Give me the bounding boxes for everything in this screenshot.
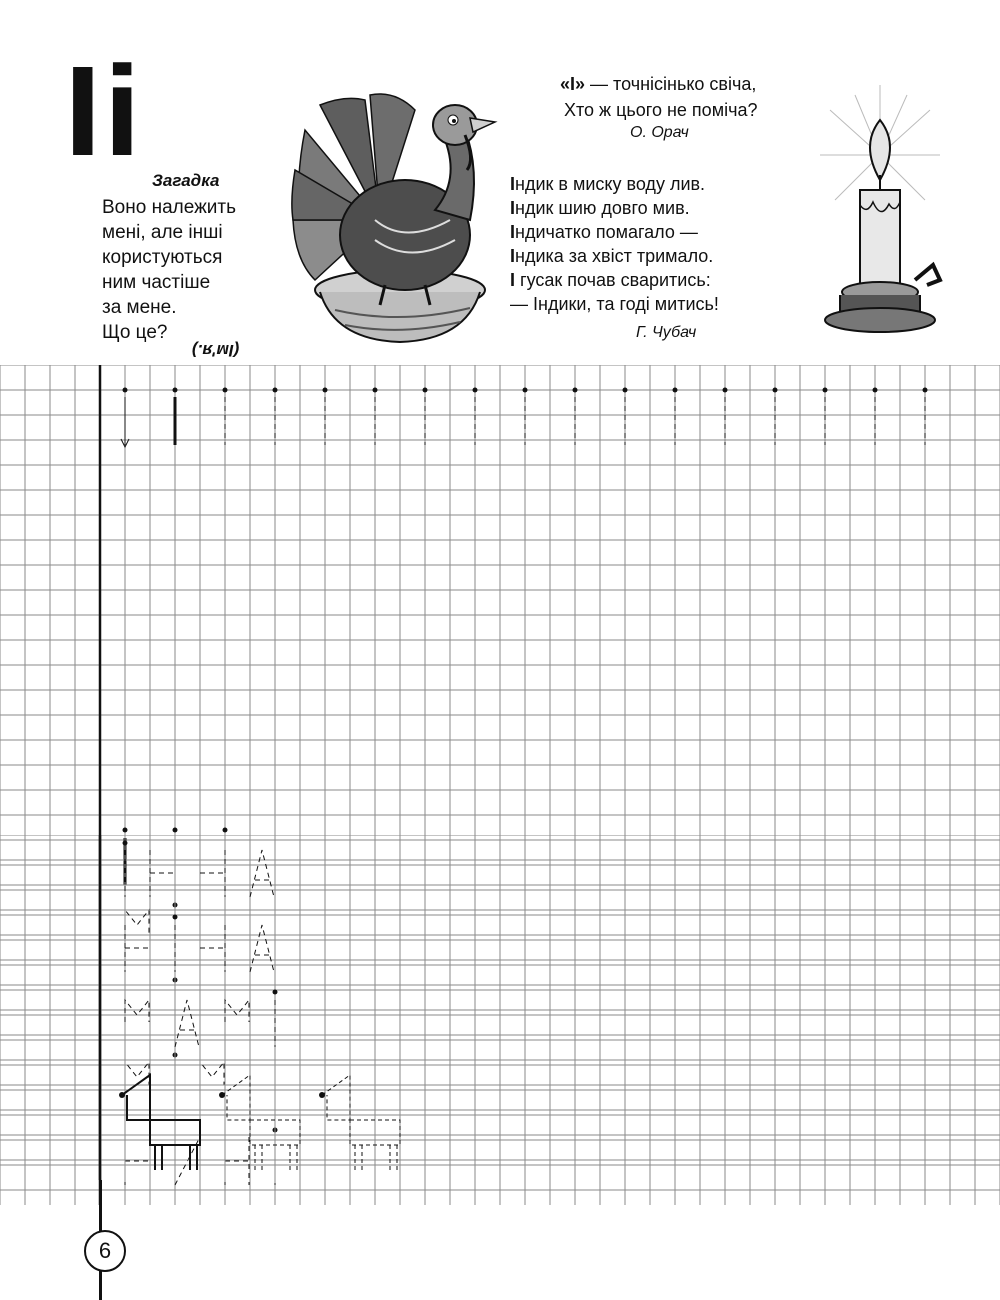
start-dot	[773, 388, 778, 393]
poem2-line: — Індики, та годі митись!	[510, 294, 719, 314]
poem2-highlight-letter: І	[510, 222, 516, 242]
poem2-line	[510, 244, 713, 268]
riddle-line: Воно належить	[102, 197, 237, 218]
start-dot	[873, 388, 878, 393]
start-dot	[373, 388, 378, 393]
poem2-line-text: ндик шию довго мив.	[515, 198, 690, 218]
poem1-highlight-letter: «І»	[560, 74, 586, 94]
riddle-title: Загадка	[152, 171, 220, 190]
riddle-line: Що це?	[102, 322, 168, 343]
start-dot	[423, 388, 428, 393]
poem2-highlight-letter: І	[510, 174, 516, 194]
practice-row-letters	[125, 990, 278, 1048]
riddle-line: мені, але інші	[102, 222, 223, 243]
candle-illustration	[815, 80, 945, 345]
poem2-line-text: ндичатко помагало —	[515, 222, 698, 242]
poem2-line	[510, 172, 705, 196]
poem2-line	[510, 220, 698, 244]
poem2-author: Г. Чубач	[636, 324, 697, 341]
poem2-highlight-letter: І	[510, 270, 516, 290]
start-dot	[173, 388, 178, 393]
poem2-line-text: гусак почав сваритись:	[515, 270, 711, 290]
riddle-answer-upside-down: (Ім'я.)	[192, 341, 240, 360]
start-dot	[223, 388, 228, 393]
poem2-line	[510, 196, 690, 220]
riddle-line: користуються	[102, 247, 223, 268]
poem2-line	[510, 268, 711, 292]
start-dot	[823, 388, 828, 393]
practice-row-letters	[123, 841, 275, 898]
start-dot	[523, 388, 528, 393]
start-dot	[323, 388, 328, 393]
writing-grid-lower	[0, 835, 1000, 1180]
poem2-highlight-letter: І	[510, 198, 516, 218]
start-dot	[123, 388, 128, 393]
poem1-author: О. Орач	[630, 124, 689, 141]
poem2-line-text: ндик в миску воду лив.	[515, 174, 706, 194]
pony-drawing-dashed	[219, 1075, 300, 1170]
big-letter-heading: Іі	[64, 40, 144, 183]
poem1-line-text: — точнісінько свіча,	[585, 74, 757, 94]
turkey-illustration	[285, 70, 500, 360]
poem2-highlight-letter: І	[510, 246, 516, 266]
start-dot	[723, 388, 728, 393]
start-dot	[273, 388, 278, 393]
start-dot	[923, 388, 928, 393]
pony-drawing-solid	[119, 1075, 200, 1170]
poem1-line: Хто ж цього не поміча?	[564, 100, 758, 120]
start-dot	[573, 388, 578, 393]
riddle-line: за мене.	[102, 297, 177, 318]
riddle-line: ним частіше	[102, 272, 211, 293]
start-dot	[473, 388, 478, 393]
start-dot	[673, 388, 678, 393]
start-dot	[623, 388, 628, 393]
practice-row-strokes	[121, 388, 928, 448]
poem2-line-text: ндика за хвіст тримало.	[515, 246, 714, 266]
pony-drawing-dashed	[319, 1075, 400, 1170]
poem1-line	[560, 72, 756, 96]
page-number: 6	[84, 1230, 126, 1272]
